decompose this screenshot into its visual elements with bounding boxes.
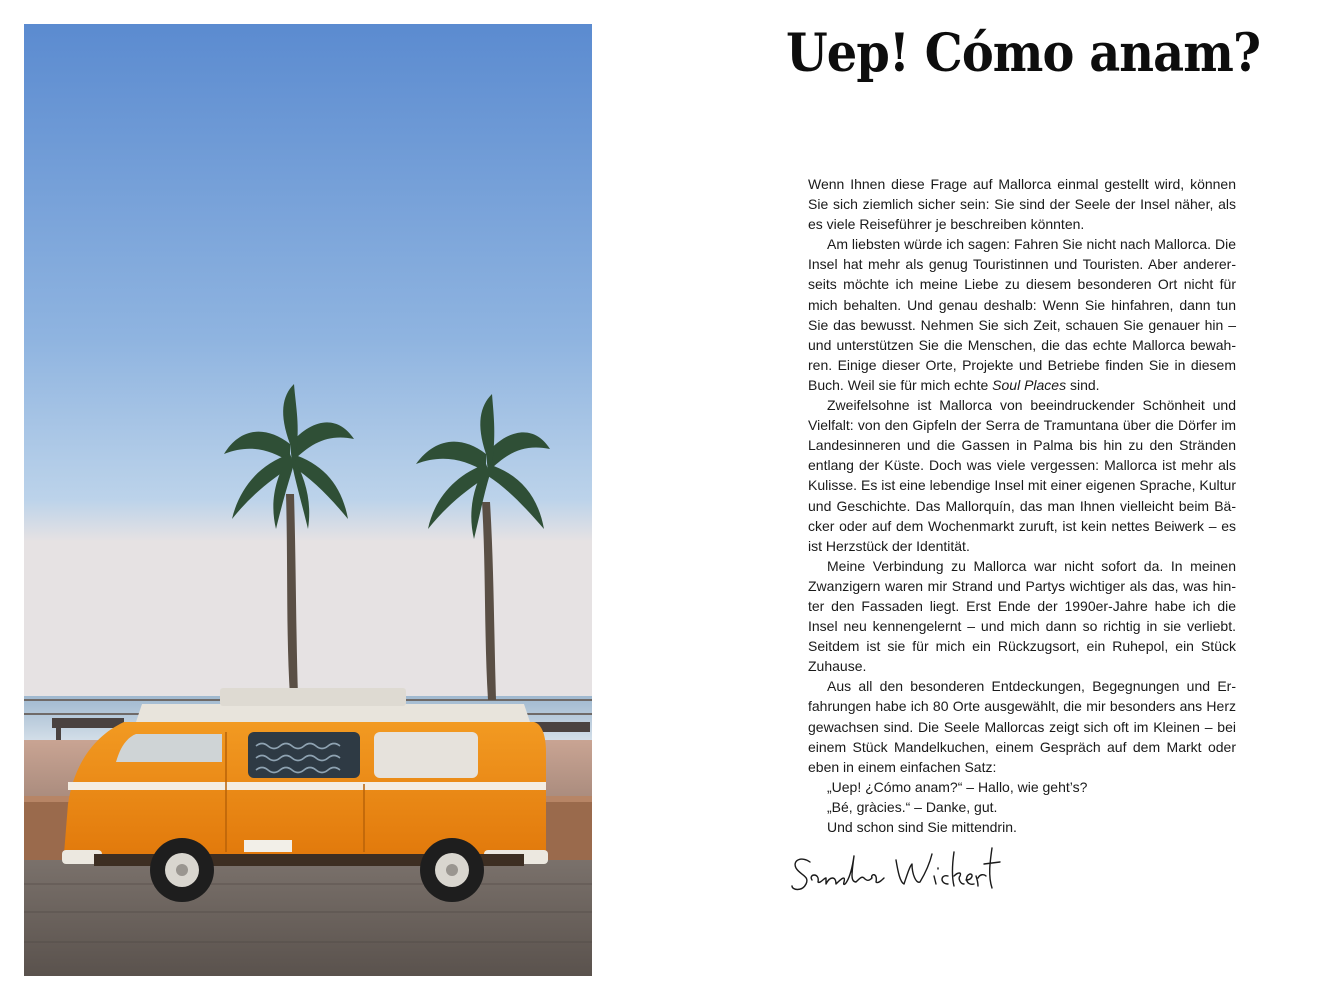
paragraph-3: Zweifelsohne ist Mallorca von beeindruckender Schönheit und Vielfalt: von den Gipfeln der Serra de Tramuntana über die Dörfer im Landesinneren und die Gassen in Palma bis hin zu den Stränden entlang der Küste. Doch was viele vergessen: Mallorca ist mehr als Kulisse. Es ist eine lebendige Insel mit einer eigenen Sprache, Kultur und Geschichte. Das Mallorquín, das man Ihnen vielleicht beim Bäcker oder auf dem Wochenmarkt zuruft, ist kein nettes Beiwerk – es ist Herzstück der Identität.	[808, 397, 1236, 554]
signature-drawing	[788, 842, 1003, 900]
body-text	[808, 174, 1236, 837]
paragraph-4: Meine Verbindung zu Mallorca war nicht sofort da. In meinen Zwanzigern waren mir Strand und Partys wichtiger als das, was hinter den Fassaden liegt. Erst Ende der 1990er-Jahre habe ich die Insel neu kennengelernt – und mich dann so richtig in sie verliebt. Seitdem ist sie für mich ein Rückzugsort, ein Ruhepol, ein Stück Zuhause.	[808, 557, 1236, 675]
page-title: Uep! Cómo anam?	[786, 23, 1261, 84]
paragraph-2-tail: sind.	[1066, 376, 1100, 393]
photo-illustration	[24, 24, 592, 976]
cover-photo-van-palms	[24, 24, 592, 976]
paving	[24, 860, 592, 976]
paragraph-2	[808, 234, 1236, 395]
quote-line-2: „Bé, gràcies.“ – Danke, gut.	[827, 798, 998, 815]
sky	[24, 24, 592, 724]
paragraph-1: Wenn Ihnen diese Frage auf Mallorca einmal gestellt wird, können Sie sich ziemlich sicher sein: Sie sind der Seele der Insel näher, als es viele Reiseführer je beschreiben könnten.	[808, 176, 1236, 233]
author-signature	[788, 842, 1003, 900]
soul-places-emphasis: Soul Places	[992, 376, 1067, 393]
quote-line-1: „Uep! ¿Cómo anam?“ – Hallo, wie geht’s?	[827, 778, 1088, 795]
quote-line-3: Und schon sind Sie mittendrin.	[827, 819, 1017, 835]
paragraph-5: Aus all den besonderen Entdeckungen, Begegnungen und Erfahrungen habe ich 80 Orte ausgewählt, die mir besonders ans Herz gewachsen sind. Die Seele Mallorcas zeigt sich oft im Kleinen – bei einem Stück Mandelkuchen, einem Gespräch auf dem Markt oder eben in einem einfachen Satz:	[808, 678, 1236, 775]
paragraph-2-text: Am liebsten würde ich sagen: Fahren Sie nicht nach Mallorca. Die Insel hat mehr als genug Touristinnen und Touristen. Aber andererseits möchte ich meine Liebe zu diesem besonderen Ort nicht für mich behalten. Und genau deshalb: Wenn Sie hinfahren, dann tun Sie das bewusst. Nehmen Sie sich Zeit, schauen Sie genauer hin – und unterstützen Sie die Menschen, die das echte Mallorca bewahren. Einige dieser Orte, Projekte und Betriebe finden Sie in diesem Buch. Weil sie für mich echte	[808, 236, 1236, 393]
